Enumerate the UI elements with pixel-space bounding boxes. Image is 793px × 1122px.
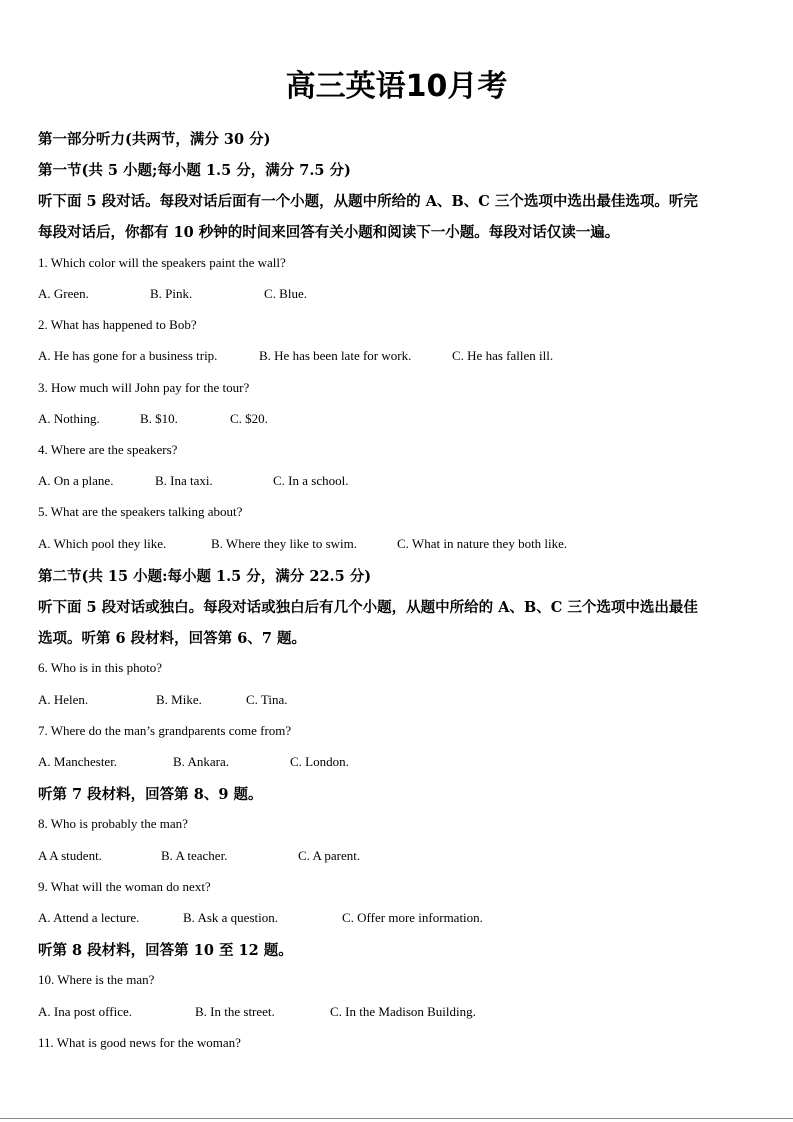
material-7-heading: 听第 7 段材料，回答第 8、9 题。 [38,786,263,803]
question-7: 7. Where do the man’s grandparents come from? [38,723,292,738]
option-1a: A. Green. [38,286,89,301]
option-5b: B. Where they like to swim. [211,536,357,551]
question-5: 5. What are the speakers talking about? [38,504,243,519]
option-2c: C. He has fallen ill. [452,348,554,363]
option-2b: B. He has been late for work. [259,348,412,363]
question-11: 11. What is good news for the woman? [38,1035,241,1050]
option-3a: A. Nothing. [38,411,100,426]
option-9c: C. Offer more information. [342,910,483,925]
option-7b: B. Ankara. [173,754,229,769]
section1-heading: 第一节(共 5 小题;每小题 1.5 分，满分 7.5 分) [38,162,351,179]
option-3c: C. $20. [230,411,268,426]
option-8b: B. A teacher. [161,848,228,863]
option-6b: B. Mike. [156,692,202,707]
option-4a: A. On a plane. [38,473,114,488]
option-6a: A. Helen. [38,692,89,707]
option-8a: A A student. [38,848,102,863]
option-4c: C. In a school. [273,473,349,488]
question-2: 2. What has happened to Bob? [38,317,197,332]
section1-instructions-line1: 听下面 5 段对话。每段对话后面有一个小题，从题中所给的 A、B、C 三个选项中选出最佳选项。听完 [38,193,698,210]
option-9a: A. Attend a lecture. [38,910,140,925]
page-title: 高三英语10月考 [285,69,508,104]
question-9: 9. What will the woman do next? [38,879,211,894]
option-7c: C. London. [290,754,349,769]
option-3b: B. $10. [140,411,178,426]
option-4b: B. Ina taxi. [155,473,213,488]
question-3: 3. How much will John pay for the tour? [38,380,250,395]
section2-heading: 第二节(共 15 小题:每小题 1.5 分，满分 22.5 分) [38,568,372,585]
section1-instructions-line2: 每段对话后，你都有 10 秒钟的时间来回答有关小题和阅读下一小题。每段对话仅读一遍。 [38,224,620,241]
question-1: 1. Which color will the speakers paint the wall? [38,255,286,270]
material-8-heading: 听第 8 段材料，回答第 10 至 12 题。 [38,942,293,959]
option-5c: C. What in nature they both like. [397,536,568,551]
option-7a: A. Manchester. [38,754,118,769]
option-10a: A. Ina post office. [38,1004,132,1019]
option-1b: B. Pink. [150,286,193,301]
question-6: 6. Who is in this photo? [38,660,162,675]
option-2a: A. He has gone for a business trip. [38,348,218,363]
question-8: 8. Who is probably the man? [38,816,188,831]
option-5a: A. Which pool they like. [38,536,167,551]
option-10c: C. In the Madison Building. [330,1004,476,1019]
question-10: 10. Where is the man? [38,972,155,987]
option-1c: C. Blue. [264,286,307,301]
section2-instructions-line2: 选项。听第 6 段材料，回答第 6、7 题。 [38,630,306,647]
option-10b: B. In the street. [195,1004,275,1019]
option-8c: C. A parent. [298,848,361,863]
option-9b: B. Ask a question. [183,910,278,925]
question-4: 4. Where are the speakers? [38,442,178,457]
section2-instructions-line1: 听下面 5 段对话或独白。每段对话或独白后有几个小题，从题中所给的 A、B、C 三个选项中选出最佳 [38,599,698,616]
page-bottom-rule [0,1118,793,1119]
part1-heading: 第一部分听力(共两节，满分 30 分) [38,131,271,148]
option-6c: C. Tina. [246,692,288,707]
